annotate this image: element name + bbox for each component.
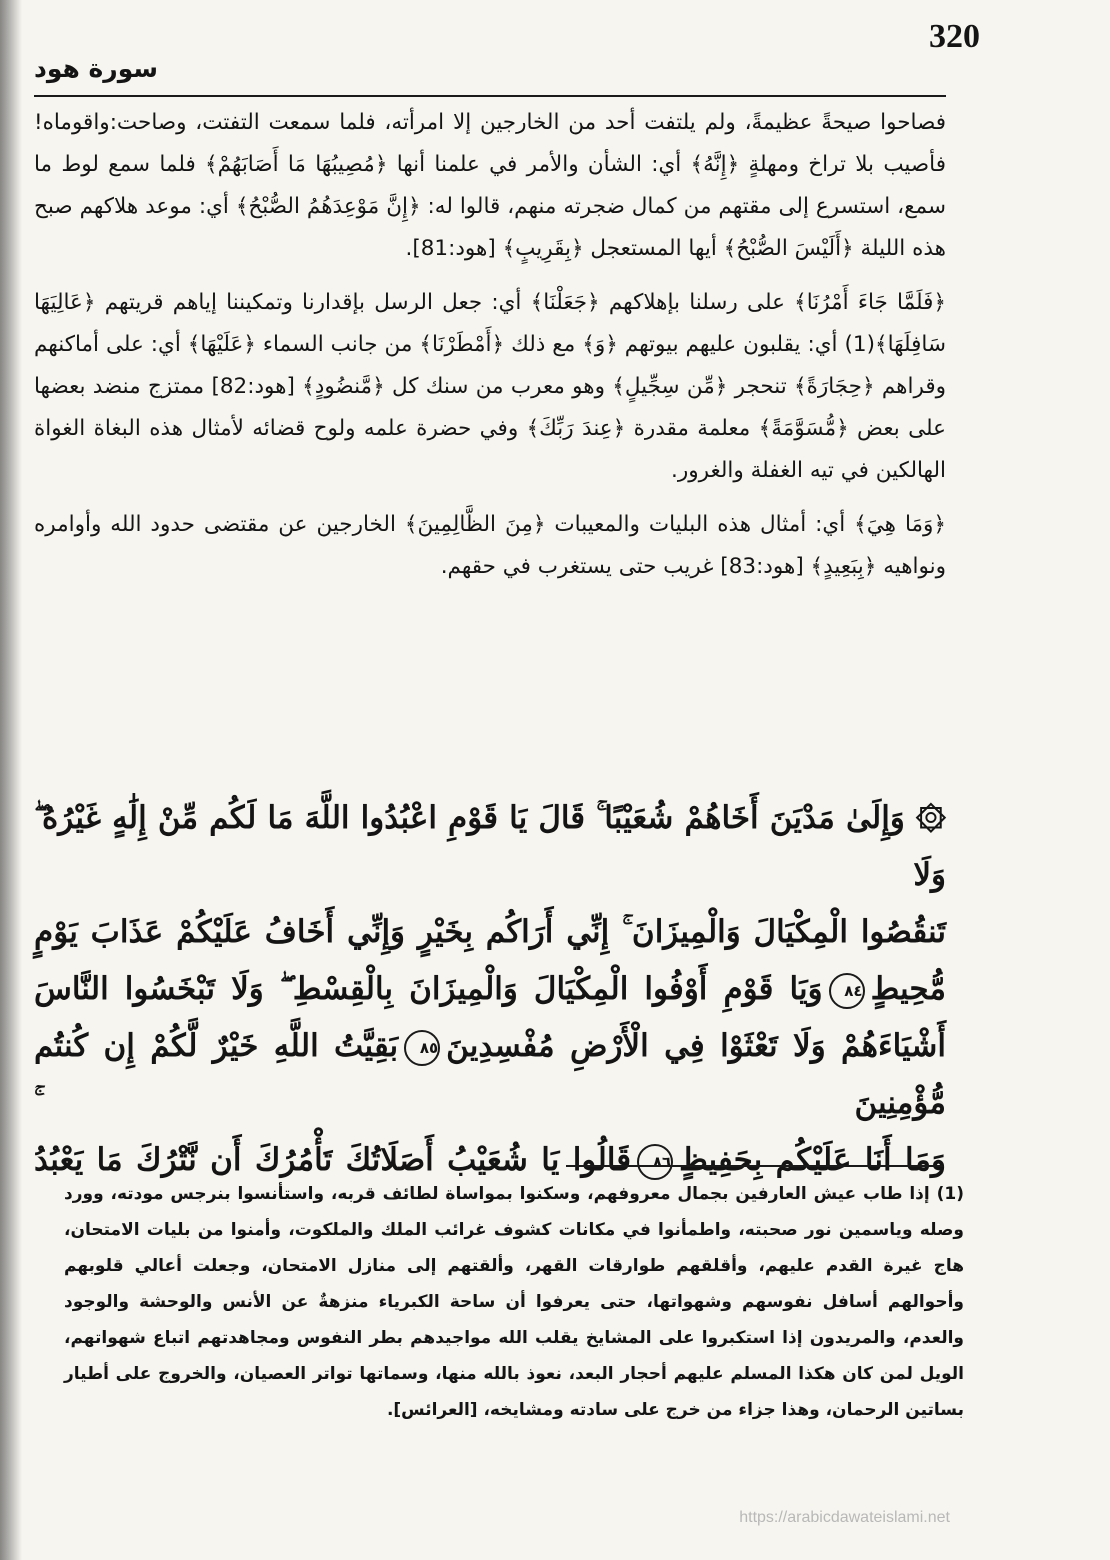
verse-text: أَشْيَاءَهُمْ وَلَا تَعْثَوْا فِي الْأَرْضِ مُفْسِدِينَ (446, 1028, 946, 1064)
verse-text: مُّحِيطٍ (870, 971, 946, 1007)
page-header (34, 14, 980, 98)
footnote (64, 1176, 964, 1428)
verse-line (34, 961, 946, 1018)
verse-text: وَيَا قَوْمِ أَوْفُوا الْمِكْيَالَ وَالْمِيزَانَ بِالْقِسْطِ ۖ وَلَا تَبْخَسُوا النَّاسَ (34, 971, 823, 1007)
watermark-url: https://arabicdawateislami.net (739, 1509, 950, 1526)
ayah-number-marker: ٨٥ (404, 1030, 440, 1066)
footnote-divider (566, 1165, 944, 1167)
commentary-paragraph: ﴿فَلَمَّا جَاءَ أَمْرُنَا﴾ على رسلنا بإهلاكهم ﴿جَعَلْنَا﴾ أي: جعل الرسل بإقدارنا وتمكيننا إياهم قريتهم ﴿عَالِيَهَا سَافِلَهَا﴾(1) أي: يقلبون عليهم بيوتهم ﴿وَ﴾ مع ذلك ﴿أَمْطَرْنَا﴾ من جانب السماء ﴿عَلَيْهَا﴾ أي: على أماكنهم وقراهم ﴿حِجَارَةً﴾ تنحجر ﴿مِّن سِجِّيلٍ﴾ وهو معرب من سنك كل ﴿مَّنضُودٍ﴾ [هود:82] ممتزج منضد بعضها على بعض ﴿مُّسَوَّمَةً﴾ معلمة مقدرة ﴿عِندَ رَبِّكَ﴾ وفي حضرة علمه ولوح قضائه لأمثال هذه البغاة الغواة الهالكين في تيه الغفلة والغرور. (34, 290, 946, 483)
page-number: 320 (929, 18, 980, 55)
quran-verses (34, 790, 946, 1189)
commentary-paragraph: ﴿وَمَا هِيَ﴾ أي: أمثال هذه البليات والمعيبات ﴿مِنَ الظَّالِمِينَ﴾ الخارجين عن مقتضى حدود الله وأوامره ونواهيه ﴿بِبَعِيدٍ﴾ [هود:83] غريب حتى يستغرب في حقهم. (34, 512, 946, 579)
verse-text: بَقِيَّتُ اللَّهِ خَيْرٌ لَّكُمْ إِن كُنتُم مُّؤْمِنِينَ ۚ (34, 1028, 946, 1121)
footnote-number: (1) (936, 1184, 964, 1204)
footnote-text: إذا طاب عيش العارفين بجمال معروفهم، وسكنوا بمواساة لطائف قربه، واستأنسوا بنرجس مودته، وورد وصله وياسمين نور صحبته، واطمأنوا في مكانات كشوف غرائب الملك والملكوت، وأمنوا من بليات الامتحان، هاج غيرة القدم عليهم، وأقلقهم طوارقات القهر، وألقتهم إلى منازل الامتحان، وجعلت أعالي قلوبهم وأحوالهم أسافل نفوسهم وشهواتها، حتى يعرفوا أن ساحة الكبرياء منزهةٌ عن الأنس والوحشة والوجود والعدم، والمريدون إذا استكبروا على المشايخ يقلب الله مواجيدهم بطر النفوس ومجاهدتهم اتباع شهواتهم، الويل لمن كان هكذا المسلم عليهم أحجار البعد، نعوذ بالله منها، وسماتها تواتر العصيان، والخروج على أطيار بساتين الرحمان، وهذا جزاء من خرج على سادته ومشايخه، [العرائس]. (64, 1184, 964, 1420)
verse-text: قَالُوا يَا شُعَيْبُ أَصَلَاتُكَ تَأْمُرُكَ أَن نَّتْرُكَ مَا يَعْبُدُ (34, 1142, 632, 1178)
ayah-number-marker: ٨٤ (829, 973, 865, 1009)
commentary-text (34, 102, 946, 600)
verse-text: ۞ وَإِلَىٰ مَدْيَنَ أَخَاهُمْ شُعَيْبًا ۚ قَالَ يَا قَوْمِ اعْبُدُوا اللَّهَ مَا لَكُم مِّنْ إِلَٰهٍ غَيْرُهُ ۖ وَلَا (34, 800, 946, 893)
ayah-number-marker: ٨٦ (637, 1144, 673, 1180)
verse-line (34, 904, 946, 961)
binding-shadow (0, 0, 22, 1560)
verse-line (34, 790, 946, 904)
verse-line (34, 1018, 946, 1132)
commentary-paragraph: فصاحوا صيحةً عظيمةً، ولم يلتفت أحد من الخارجين إلا امرأته، فلما سمعت التفتت، وصاحت:واقوماه! فأصيب بلا تراخ ومهلةٍ ﴿إِنَّهُ﴾ أي: الشأن والأمر في علمنا أنها ﴿مُصِيبُهَا مَا أَصَابَهُمْ﴾ فلما سمع لوط ما سمع، استسرع إلى مقتهم من كمال ضجرته منهم، قالوا له: ﴿إِنَّ مَوْعِدَهُمُ الصُّبْحُ﴾ أي: موعد هلاكهم صبح هذه الليلة ﴿أَلَيْسَ الصُّبْحُ﴾ أيها المستعجل ﴿بِقَرِيبٍ﴾ [هود:81]. (34, 110, 946, 261)
header-divider (34, 95, 946, 97)
verse-text: تَنقُصُوا الْمِكْيَالَ وَالْمِيزَانَ ۚ إِنِّي أَرَاكُم بِخَيْرٍ وَإِنِّي أَخَافُ عَلَيْكُمْ عَذَابَ يَوْمٍ (34, 914, 946, 950)
surah-title: سورة هود (34, 54, 158, 83)
verse-text: وَمَا أَنَا عَلَيْكُم بِحَفِيظٍ (679, 1142, 946, 1178)
